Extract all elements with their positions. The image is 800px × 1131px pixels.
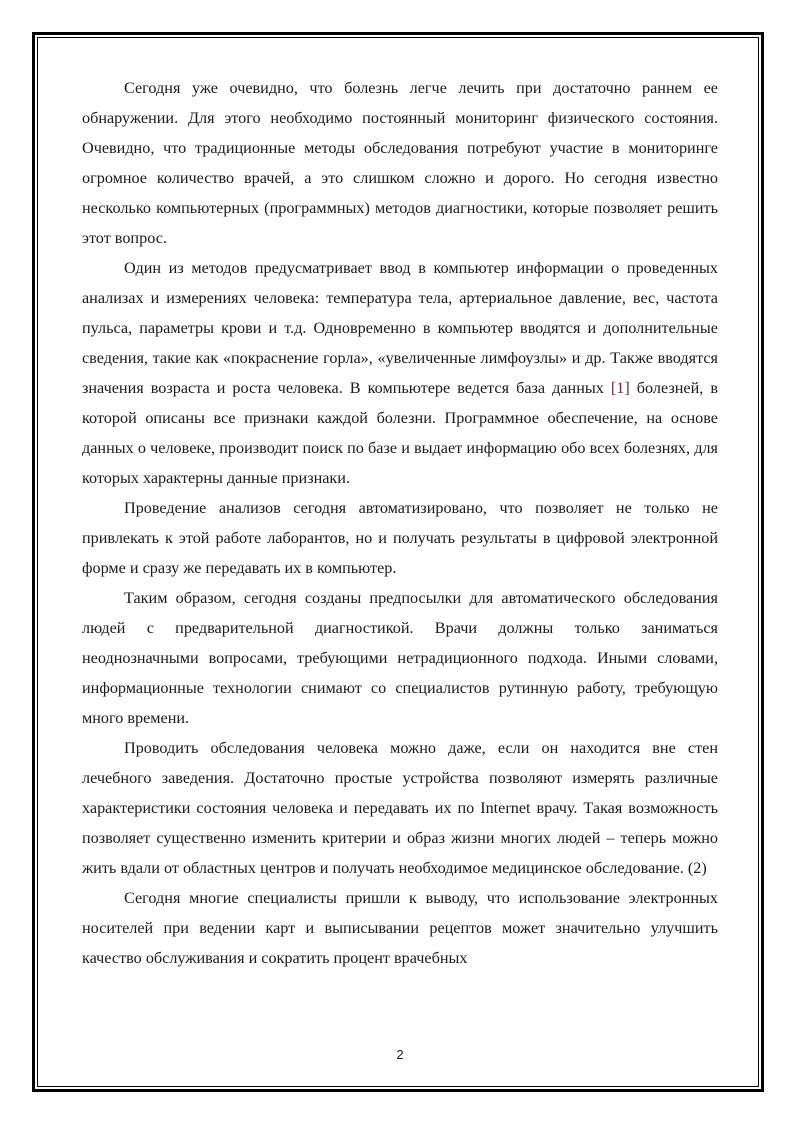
paragraph-2 <box>82 253 718 493</box>
paragraph-6: Сегодня многие специалисты пришли к выводу, что использование электронных носителей при ведении карт и выписывании рецептов может значительно улучшить качество обслуживания и сократить процент врачебных <box>82 889 718 967</box>
citation-link[interactable]: [1] <box>610 379 630 397</box>
paragraph-4: Таким образом, сегодня созданы предпосылки для автоматического обследования людей с предварительной диагностикой. Врачи должны только заниматься неоднозначными вопросами, требующими нетрадиционного подхода. Иными словами, информационные технологии снимают со специалистов рутинную работу, требующую много времени. <box>82 589 718 727</box>
paragraph-5: Проводить обследования человека можно даже, если он находится вне стен лечебного заведения. Достаточно простые устройства позволяют измерять различные характеристики состояния человека и передавать их по Internet врачу. Такая возможность позволяет существенно изменить критерии и образ жизни многих людей – теперь можно жить вдали от областных центров и получать необходимое медицинское обследование. (2) <box>82 739 718 877</box>
page-number: 2 <box>396 1047 404 1062</box>
paragraph-1: Сегодня уже очевидно, что болезнь легче лечить при достаточно раннем ее обнаружении. Для этого необходимо постоянный мониторинг физического состояния. Очевидно, что традиционные методы обследования потребуют участие в мониторинге огромное количество врачей, а это слишком сложно и дорого. Но сегодня известно несколько компьютерных (программных) методов диагностики, которые позволяет решить этот вопрос. <box>82 79 718 247</box>
paragraph-3: Проведение анализов сегодня автоматизировано, что позволяет не только не привлекать к этой работе лаборантов, но и получать результаты в цифровой электронной форме и сразу же передавать их в компьютер. <box>82 499 718 577</box>
paragraph-2-text-start: Один из методов предусматривает ввод в компьютер информации о проведенных анализах и измерениях человека: температура тела, артериальное давление, вес, частота пульса, параметры крови и т.д. Одновременно в компьютер вводятся и дополнительные сведения, такие как «покраснение горла», «увеличенные лимфоузлы» и др. Также вводятся значения возраста и роста человека. В компьютере ведется база данных <box>82 259 718 397</box>
paragraph-2-text-end: болезней, в которой описаны все признаки каждой болезни. Программное обеспечение, на основе данных о человеке, производит поиск по базе и выдает информацию обо всех болезнях, для которых характерны данные признаки. <box>82 379 718 487</box>
document-body <box>82 73 718 973</box>
